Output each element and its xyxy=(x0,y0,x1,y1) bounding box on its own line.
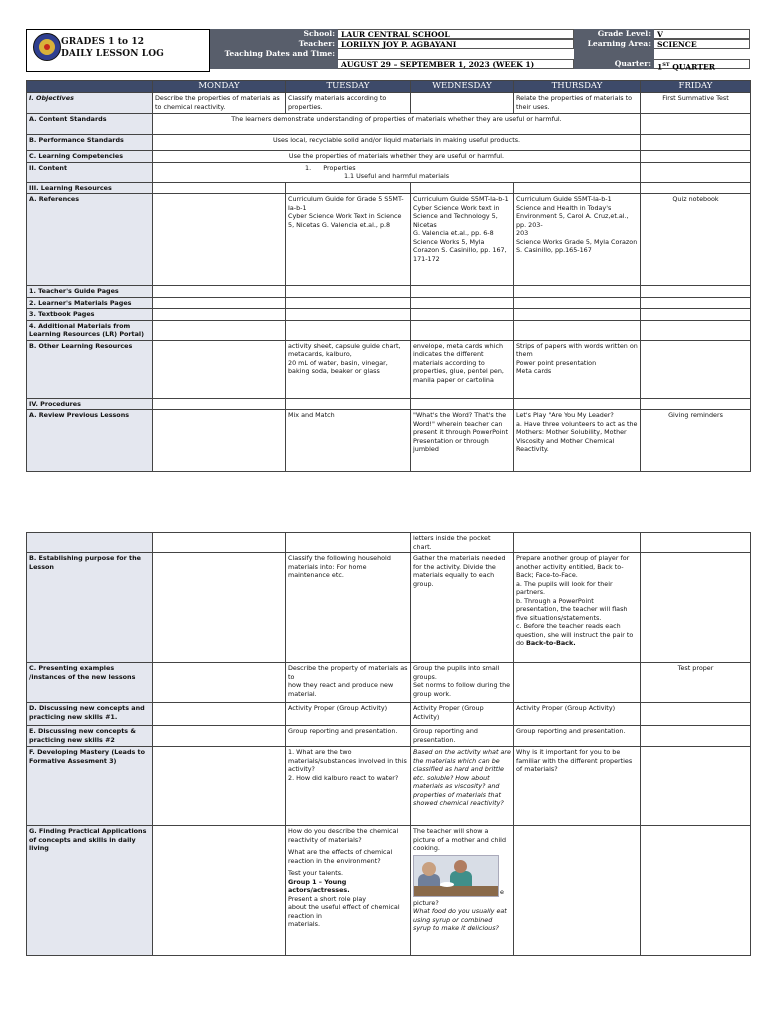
lm-tuesday xyxy=(286,297,411,309)
discuss2-monday xyxy=(153,726,286,747)
lr-monday xyxy=(153,320,286,340)
row-label-textbook: 3. Textbook Pages xyxy=(27,309,153,321)
other-friday xyxy=(641,340,751,398)
other-thursday: Strips of papers with words written on them Power point presentation Meta cards xyxy=(514,340,641,398)
dates-label: Teaching Dates and Time: xyxy=(210,49,338,69)
cont-friday xyxy=(641,533,751,553)
area-label: Learning Area: xyxy=(574,39,654,49)
tg-friday xyxy=(641,286,751,298)
procedures-tuesday xyxy=(286,398,411,410)
applications-tuesday-q5: Present a short role play about the useful effect of chemical reaction in materials. xyxy=(288,894,400,928)
applications-thursday xyxy=(514,826,641,956)
content-text xyxy=(153,162,641,182)
objectives-tuesday: Classify materials according to properties. xyxy=(286,93,411,114)
applications-tuesday-q2: What are the effects of chemical reaction in the environment? xyxy=(288,848,393,865)
other-tuesday: activity sheet, capsule guide chart, metacards, kalburo, 20 mL of water, basin, vinegar, baking soda, beaker or glass xyxy=(286,340,411,398)
mastery-friday xyxy=(641,747,751,826)
row-label-content: II. Content xyxy=(27,162,153,182)
day-header-tuesday: TUESDAY xyxy=(286,81,411,93)
resources-wednesday xyxy=(411,182,514,194)
lr-wednesday xyxy=(411,320,514,340)
row-label-learners-materials: 2. Learner's Materials Pages xyxy=(27,297,153,309)
lr-thursday xyxy=(514,320,641,340)
resources-tuesday xyxy=(286,182,411,194)
review-monday xyxy=(153,410,286,472)
applications-wednesday-text2: picture? xyxy=(413,898,439,907)
performance-standards-text: Uses local, recyclable solid and/or liquid materials in making useful products. xyxy=(153,135,641,151)
cont-thursday xyxy=(514,533,641,553)
cont-tuesday xyxy=(286,533,411,553)
mastery-tuesday: 1. What are the two materials/substances involved in this activity? 2. How did kalburo react to water? xyxy=(286,747,411,826)
references-thursday: Curriculum Guide S5MT-Ia-b-1 Science and Health in Today's Environment 5, Carol A. Cruz,et.al., pp. 203- 203 Science Works Grade 5, Myla Corazon S. Casinillo, pp.165-167 xyxy=(514,194,641,286)
header-info-grid xyxy=(210,29,750,70)
discuss1-friday xyxy=(641,703,751,726)
purpose-wednesday: Gather the materials needed for the activity. Divide the materials equally to each group. xyxy=(411,553,514,663)
day-header-friday: FRIDAY xyxy=(641,81,751,93)
row-label-lr-portal: 4. Additional Materials from Learning Resources (LR) Portal) xyxy=(27,320,153,340)
references-friday: Quiz notebook xyxy=(641,194,751,286)
row-label-mastery: F. Developing Mastery (Leads to Formative Assesment 3) xyxy=(27,747,153,826)
objectives-monday: Describe the properties of materials as to chemical reactivity. xyxy=(153,93,286,114)
content-line-1: 1. Properties xyxy=(305,163,356,172)
tg-tuesday xyxy=(286,286,411,298)
resources-monday xyxy=(153,182,286,194)
discuss2-friday xyxy=(641,726,751,747)
page-1 xyxy=(0,0,768,470)
discuss1-thursday: Activity Proper (Group Activity) xyxy=(514,703,641,726)
area-value: SCIENCE xyxy=(654,39,750,49)
lesson-log-table-page1 xyxy=(26,80,751,472)
lm-friday xyxy=(641,297,751,309)
purpose-thursday-bold: Back-to-Back. xyxy=(526,639,576,647)
content-line-2: 1.1 Useful and harmful materials xyxy=(343,172,450,180)
tb-tuesday xyxy=(286,309,411,321)
row-label-content-standards: A. Content Standards xyxy=(27,114,153,135)
discuss1-wednesday: Activity Proper (Group Activity) xyxy=(411,703,514,726)
row-label-discuss1: D. Discussing new concepts and practicing new skills #1. xyxy=(27,703,153,726)
header-title-box xyxy=(26,29,210,72)
discuss2-thursday: Group reporting and presentation. xyxy=(514,726,641,747)
resources-friday xyxy=(641,182,751,194)
discuss2-tuesday: Group reporting and presentation. xyxy=(286,726,411,747)
teacher-value: LORILYN JOY P. AGBAYANI xyxy=(338,39,574,49)
tb-thursday xyxy=(514,309,641,321)
purpose-tuesday: Classify the following household materials into: For home maintenance etc. xyxy=(286,553,411,663)
applications-tuesday-q1: How do you describe the chemical reactivity of materials? xyxy=(288,827,399,844)
row-label-procedures: IV. Procedures xyxy=(27,398,153,410)
tg-wednesday xyxy=(411,286,514,298)
examples-friday: Test proper xyxy=(641,663,751,703)
competencies-friday xyxy=(641,151,751,163)
page-2 xyxy=(0,520,768,1024)
cont-wednesday: letters inside the pocket chart. xyxy=(411,533,514,553)
references-wednesday: Curriculum Guide S5MT-Ia-b-1 Cyber Science Work text in Science and Technology 5, Nicetas G. Valencia et.al., pp. 6-8 Science Works 5, Myla Corazon S. Casinillo, pp. 167, 171-172 xyxy=(411,194,514,286)
cont-label xyxy=(27,533,153,553)
grade-value: V xyxy=(654,29,750,39)
grade-label: Grade Level: xyxy=(574,29,654,39)
mastery-monday xyxy=(153,747,286,826)
applications-wednesday xyxy=(411,826,514,956)
review-thursday: Let's Play "Are You My Leader? a. Have three volunteers to act as the Mothers: Mother Solubility, Mother Viscosity and Mother Chemical Reactivity. xyxy=(514,410,641,472)
row-label-teachers-guide: 1. Teacher's Guide Pages xyxy=(27,286,153,298)
lr-friday xyxy=(641,320,751,340)
day-header-thursday: THURSDAY xyxy=(514,81,641,93)
quarter-label: Quarter: xyxy=(574,49,654,69)
row-label-references: A. References xyxy=(27,194,153,286)
lm-thursday xyxy=(514,297,641,309)
examples-monday xyxy=(153,663,286,703)
row-label-discuss2: E. Discussing new concepts & practicing new skills #2 xyxy=(27,726,153,747)
tb-monday xyxy=(153,309,286,321)
school-label: School: xyxy=(210,29,338,39)
quarter-number: 1 xyxy=(657,62,663,72)
applications-tuesday-q3: Test your talents. xyxy=(288,869,344,877)
examples-wednesday: Group the pupils into small groups. Set norms to follow during the group work. xyxy=(411,663,514,703)
examples-tuesday: Describe the property of materials as to how they react and produce new material. xyxy=(286,663,411,703)
dates-value: AUGUST 29 – SEPTEMBER 1, 2023 (WEEK 1) xyxy=(338,59,574,69)
performance-standards-friday xyxy=(641,135,751,151)
row-label-review: A. Review Previous Lessons xyxy=(27,410,153,472)
row-label-purpose: B. Establishing purpose for the Lesson xyxy=(27,553,153,663)
tb-friday xyxy=(641,309,751,321)
day-header-wednesday: WEDNESDAY xyxy=(411,81,514,93)
quarter-suffix: ST xyxy=(662,62,670,68)
purpose-thursday xyxy=(514,553,641,663)
resources-thursday xyxy=(514,182,641,194)
header-title-line1: GRADES 1 to 12 xyxy=(61,37,145,47)
tg-thursday xyxy=(514,286,641,298)
references-monday xyxy=(153,194,286,286)
lr-tuesday xyxy=(286,320,411,340)
competencies-text: Use the properties of materials whether they are useful or harmful. xyxy=(153,151,641,163)
discuss1-tuesday: Activity Proper (Group Activity) xyxy=(286,703,411,726)
purpose-friday xyxy=(641,553,751,663)
applications-wednesday-text1: The teacher will show a picture of a mother and child cooking. xyxy=(413,827,506,852)
review-friday: Giving reminders xyxy=(641,410,751,472)
other-wednesday: envelope, meta cards which indicates the different materials according to properties, glue, pentel pen, manila paper or cartolina xyxy=(411,340,514,398)
day-header-blank xyxy=(27,81,153,93)
objectives-thursday: Relate the properties of materials to their uses. xyxy=(514,93,641,114)
procedures-wednesday xyxy=(411,398,514,410)
review-wednesday: "What's the Word? That's the Word!" wherein teacher can present it through PowerPoint Presentation or through jumbled xyxy=(411,410,514,472)
row-label-performance-standards: B. Performance Standards xyxy=(27,135,153,151)
header-title-line2: DAILY LESSON LOG xyxy=(61,49,164,59)
deped-seal-logo xyxy=(33,33,61,61)
row-label-objectives: I. Objectives xyxy=(27,93,153,114)
quarter-value xyxy=(654,59,750,72)
lm-monday xyxy=(153,297,286,309)
row-label-applications: G. Finding Practical Applications of concepts and skills in daily living xyxy=(27,826,153,956)
day-header-monday: MONDAY xyxy=(153,81,286,93)
row-label-examples: C. Presenting examples /instances of the new lessons xyxy=(27,663,153,703)
content-standards-friday xyxy=(641,114,751,135)
applications-tuesday-group1: Group 1 – Young actors/actresses. xyxy=(288,877,350,894)
discuss2-wednesday: Group reporting and presentation. xyxy=(411,726,514,747)
review-tuesday: Mix and Match xyxy=(286,410,411,472)
procedures-friday xyxy=(641,398,751,410)
applications-wednesday-image-tail: e xyxy=(500,888,504,896)
row-label-resources: III. Learning Resources xyxy=(27,182,153,194)
applications-friday xyxy=(641,826,751,956)
objectives-wednesday xyxy=(411,93,514,114)
tg-monday xyxy=(153,286,286,298)
discuss1-monday xyxy=(153,703,286,726)
procedures-monday xyxy=(153,398,286,410)
purpose-monday xyxy=(153,553,286,663)
lesson-log-table-page2 xyxy=(26,532,751,956)
references-tuesday: Curriculum Guide for Grade 5 S5MT-Ia-b-1 Cyber Science Work Text in Science 5, Nicetas G. Valencia et.al., p.8 xyxy=(286,194,411,286)
examples-thursday xyxy=(514,663,641,703)
applications-wednesday-image-row xyxy=(413,853,511,899)
quarter-word: QUARTER xyxy=(669,62,716,72)
applications-wednesday-text3: What food do you usually eat using syrup or combined syrup to make it delicious? xyxy=(413,907,507,932)
cont-monday xyxy=(153,533,286,553)
row-label-competencies: C. Learning Competencies xyxy=(27,151,153,163)
row-label-other-resources: B. Other Learning Resources xyxy=(27,340,153,398)
school-value: LAUR CENTRAL SCHOOL xyxy=(338,29,574,39)
tb-wednesday xyxy=(411,309,514,321)
mother-child-cooking-image xyxy=(413,855,499,897)
objectives-friday: First Summative Test xyxy=(641,93,751,114)
purpose-thursday-text: Prepare another group of player for another activity entitled, Back to-Back; Face-to-Face. a. The pupils will look for their partners. b. Through a PowerPoint presentation, the teacher will flash five situations/statements. c. Before the teacher reads each question, she will instruct the pair to do xyxy=(516,554,634,647)
teacher-label: Teacher: xyxy=(210,39,338,49)
mastery-wednesday: Based on the activity what are the materials which can be classified as hard and brittle etc. soluble? How about materials as viscosity? and properties of materials that showed chemical reactivity? xyxy=(411,747,514,826)
other-monday xyxy=(153,340,286,398)
applications-monday xyxy=(153,826,286,956)
dll-header xyxy=(26,29,750,71)
content-friday xyxy=(641,162,751,182)
mastery-thursday: Why is it important for you to be familiar with the different properties of materials? xyxy=(514,747,641,826)
procedures-thursday xyxy=(514,398,641,410)
lm-wednesday xyxy=(411,297,514,309)
applications-tuesday xyxy=(286,826,411,956)
content-standards-text: The learners demonstrate understanding of properties of materials whether they are useful or harmful. xyxy=(153,114,641,135)
